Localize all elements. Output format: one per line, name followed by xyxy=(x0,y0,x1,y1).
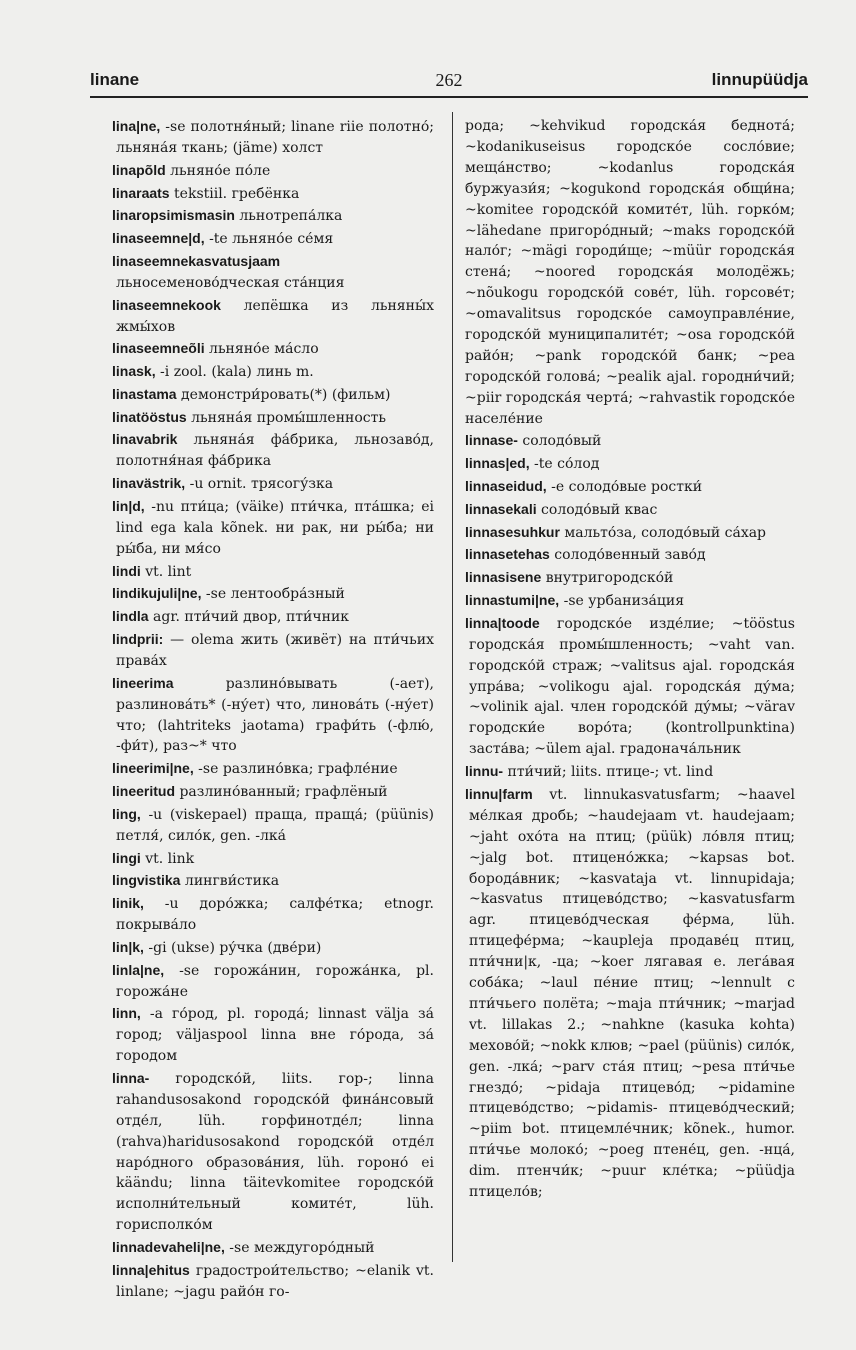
entry-headword: lin|d, xyxy=(112,497,145,514)
header-left-guide-word: linane xyxy=(90,70,140,89)
entry-definition: -nu пти́ца; (väike) пти́чка, пта́шка; ei lind ega kala kõnek. ни рак, ни ры́ба; ни ры́ба, ни мя́со xyxy=(116,498,434,557)
dictionary-entry xyxy=(112,205,434,227)
dictionary-entry xyxy=(465,453,795,475)
entry-definition: разлино́ванный; графлёный xyxy=(175,784,388,800)
entry-definition: -se горожа́нин, горожа́нка, pl. горожа́не xyxy=(116,962,434,1000)
entry-definition: демонстри́ровать(*) (фильм) xyxy=(176,386,391,403)
entry-definition: -se разлино́вка; графле́ние xyxy=(193,761,398,778)
entry-definition: -se лентообра́зный xyxy=(201,586,345,603)
dictionary-entry xyxy=(112,407,434,429)
entry-headword: linla|ne, xyxy=(112,961,165,978)
left-column xyxy=(112,116,434,1304)
entry-definition: -e солодо́вые ростки́ xyxy=(546,479,703,496)
entry-headword: lingi xyxy=(112,849,141,866)
dictionary-entry xyxy=(112,160,434,182)
dictionary-entry xyxy=(112,804,434,847)
dictionary-entry xyxy=(112,673,434,758)
entry-headword: lineerima xyxy=(112,674,174,691)
entry-headword: linnu- xyxy=(465,763,504,780)
entry-definition: городско́е изде́лие; ~tööstus городска́я промы́шленность; ~vaht van. городско́й страж; ~valitsus ajal. городска́я упра́ва; ~volikogu ajal. городска́я ду́ма; ~volinik ajal. член городско́й ду́мы; ~värav городски́е воро́та; (kontrollpunktina) заста́ва; ~ülem ajal. градонача́льник xyxy=(469,615,795,758)
dictionary-entry xyxy=(112,583,434,605)
entry-definition: -u (viskepael) праща, праща́; (püünis) петля́, сило́к, gen. -лка́ xyxy=(116,806,434,844)
entry-definition: vt. lint xyxy=(140,563,192,580)
dictionary-entry xyxy=(112,116,434,159)
dictionary-entry xyxy=(112,1068,434,1236)
entry-headword: linatööstus xyxy=(112,408,187,425)
entry-headword: linaseemnekasvatusjaam xyxy=(112,252,281,269)
entry-headword: linastama xyxy=(112,385,177,402)
entry-headword: lindla xyxy=(112,608,149,625)
entry-headword: linn, xyxy=(112,1005,141,1022)
entry-definition: vt. linnukasvatusfarm; ~haavel ме́лкая дробь; ~haudejaam vt. haudejaam; ~jaht охо́та на птиц; (püük) ло́вля птиц; ~jalg bot. птицено́жка; ~kapsas bot. борода́вник; ~kasvataja vt. linnupidaja; ~kasvatus птицево́дство; ~kasvatusfarm agr. птицево́дческая фе́рма, lüh. птицефе́рма; ~kaupleja продаве́ц птиц, пти́чни|к, -ца; ~koer лягавая e. лега́вая соба́ка; ~laul пе́ние птиц; ~lennult с пти́чьего полёта; ~maja пти́чник; ~marjad vt. lillakas 2.; ~nahkne (kasuka kohta) мехово́й; ~nokk клюв; ~pael (püünis) сило́к, gen. -лка́; ~parv ста́я птиц; ~pesa пти́чье гнездо́; ~pidaja птицево́д; ~pidamine птицево́дство; ~pidamis- птицево́дческий; ~piim bot. птицемле́чник; kõnek., humor. пти́чье молоко́; ~poeg птене́ц, gen. -нца́, dim. птенчи́к; ~puur кле́тка; ~püüdja птицело́в; xyxy=(469,786,795,1201)
entry-headword: linik, xyxy=(112,895,144,912)
column-divider xyxy=(452,112,453,1262)
entry-definition: пти́чий; liits. птице-; vt. lind xyxy=(503,764,714,781)
entry-definition: -te льняно́е се́мя xyxy=(204,231,334,248)
entry-definition: мальто́за, солодо́вый са́хар xyxy=(559,524,767,541)
dictionary-entry xyxy=(112,338,434,360)
entry-headword: linnasesuhkur xyxy=(465,523,560,540)
entry-headword: linna|ehitus xyxy=(112,1261,190,1278)
dictionary-entry xyxy=(465,567,795,589)
dictionary-entry xyxy=(112,781,434,803)
dictionary-entry xyxy=(112,183,434,205)
entry-headword: linnasetehas xyxy=(465,546,550,563)
entry-definition: солодо́венный заво́д xyxy=(549,547,706,564)
dictionary-entry xyxy=(112,937,434,959)
dictionary-entry xyxy=(465,499,795,521)
dictionary-entry xyxy=(112,1237,434,1259)
dictionary-entry xyxy=(112,870,434,892)
dictionary-entry xyxy=(465,116,795,430)
entry-definition: tekstiil. гребёнка xyxy=(169,185,300,202)
dictionary-entry xyxy=(112,561,434,583)
dictionary-entry xyxy=(112,429,434,472)
entry-headword: linask, xyxy=(112,363,156,380)
entry-definition: -se полотня́ный; linane riie полотно́; льняна́я ткань; (jäme) холст xyxy=(116,119,434,156)
entry-definition: — olema жить (живёт) на пти́чьих права́х xyxy=(116,631,434,669)
dictionary-entry xyxy=(112,1260,434,1303)
entry-headword: linaropsimismasin xyxy=(112,207,235,224)
entry-headword: linna- xyxy=(112,1069,150,1086)
entry-definition: льняно́е ма́сло xyxy=(204,341,319,358)
entry-headword: lineeritud xyxy=(112,783,176,799)
entry-definition: льняна́я фа́брика, льнозаво́д, полотня́ная фа́брика xyxy=(116,432,434,470)
dictionary-entry xyxy=(465,430,795,452)
dictionary-entry xyxy=(112,960,434,1003)
dictionary-entry xyxy=(112,758,434,780)
entry-definition: -se урбаниза́ция xyxy=(559,593,685,610)
entry-headword: linavästrik, xyxy=(112,475,186,492)
entry-definition: лепёшка из льняны́х жмы́хов xyxy=(116,297,434,335)
dictionary-entry xyxy=(112,361,434,383)
header-rule xyxy=(90,96,808,98)
right-column xyxy=(465,116,795,1204)
header-right-guide-word: linnupüüdja xyxy=(711,70,808,89)
entry-headword: ling, xyxy=(112,805,141,822)
page-header xyxy=(90,70,808,96)
entry-definition: льняна́я промы́шленность xyxy=(186,409,387,426)
entry-headword: linapõld xyxy=(112,161,166,178)
dictionary-entry xyxy=(112,606,434,628)
entry-headword: linnaseidud, xyxy=(465,478,547,495)
entry-headword: linaseemneõli xyxy=(112,340,205,357)
dictionary-entry xyxy=(465,590,795,612)
entry-definition: солодо́вый xyxy=(517,433,602,450)
dictionary-entry xyxy=(112,251,434,294)
dictionary-entry xyxy=(112,473,434,495)
entry-headword: linnase- xyxy=(465,432,518,449)
dictionary-entry xyxy=(465,784,795,1203)
entry-headword: linnastumi|ne, xyxy=(465,592,560,609)
dictionary-entry xyxy=(112,384,434,406)
entry-definition: -u доро́жка; салфе́тка; etnogr. покрыва́ло xyxy=(116,896,434,933)
entry-definition: градострои́тельство; ~elanik vt. linlane; ~jagu райо́н го- xyxy=(116,1262,434,1300)
dictionary-entry xyxy=(112,848,434,870)
dictionary-entry xyxy=(112,1003,434,1067)
entry-definition: рода; ~kehvikud городска́я беднота́; ~kodanikuseisus городско́е сосло́вие; меща́нство; ~kodanlus городска́я буржуази́я; ~kogukond городска́я общи́на; ~komitee городско́й комите́т, lüh. горко́м; ~lähedane пригоро́дный; ~maks городско́й нало́г; ~mägi городи́ще; ~müür городска́я стена́; ~noored городска́я молодёжь; ~nõukogu городско́й сове́т, lüh. горсове́т; ~omavalitsus городско́е самоуправле́ние, городско́й муниципалите́т; ~osa городско́й райо́н; ~pank городско́й банк; ~pea городско́й голова́; ~pealik ajal. городни́чий; ~piir городска́я черта́; ~rahvastik городско́е населе́ние xyxy=(465,118,795,427)
entry-headword: linnas|ed, xyxy=(465,455,530,472)
entry-definition: -i zool. (kala) линь m. xyxy=(155,364,314,381)
dictionary-entry xyxy=(112,893,434,936)
entry-headword: linavabrik xyxy=(112,431,178,448)
entry-headword: linnasekali xyxy=(465,500,537,517)
entry-headword: lin|k, xyxy=(112,938,144,955)
entry-headword: linaseemnekook xyxy=(112,296,221,313)
entry-definition: -se междугоро́дный xyxy=(224,1240,375,1257)
entry-headword: linaseemne|d, xyxy=(112,230,205,247)
entry-definition: -u ornit. трясогу́зка xyxy=(185,476,334,493)
entry-definition: льняно́е по́ле xyxy=(165,162,271,179)
dictionary-entry xyxy=(112,496,434,560)
entry-headword: lina|ne, xyxy=(112,118,161,134)
entry-headword: lindikujuli|ne, xyxy=(112,585,202,602)
entry-headword: lindprii: xyxy=(112,630,164,647)
dictionary-entry xyxy=(112,295,434,338)
entry-definition: лингви́стика xyxy=(180,873,280,890)
entry-definition: разлино́вывать (-ает), разлинова́ть* (-ну́ет) что, линова́ть (-ну́ет) что; (lahtriteks jaotama) графи́ть (-флю́, -фи́т), раз~* что xyxy=(116,675,434,755)
entry-definition: -a го́род, pl. города́; linnast välja за́ город; väljaspool linna вне го́рода, за́ городом xyxy=(116,1006,434,1065)
entry-headword: linnadevaheli|ne, xyxy=(112,1239,225,1256)
dictionary-entry xyxy=(465,476,795,498)
entry-definition: agr. пти́чий двор, пти́чник xyxy=(148,609,350,626)
entry-definition: vt. link xyxy=(140,850,195,867)
entry-headword: linaraats xyxy=(112,184,170,201)
dictionary-entry xyxy=(112,228,434,250)
entry-definition: -te со́лод xyxy=(529,456,600,473)
dictionary-entry xyxy=(465,544,795,566)
entry-definition: льнотрепа́лка xyxy=(234,208,343,225)
entry-definition: -gi (ukse) ру́чка (две́ри) xyxy=(143,939,322,956)
dictionary-entry xyxy=(465,522,795,544)
entry-definition: внутригородско́й xyxy=(541,570,674,587)
entry-headword: linna|toode xyxy=(465,614,540,631)
dictionary-entry xyxy=(465,613,795,760)
entry-definition: солодо́вый квас xyxy=(536,501,658,518)
entry-headword: linnu|farm xyxy=(465,785,533,802)
dictionary-entry xyxy=(112,629,434,672)
entry-headword: lineerimi|ne, xyxy=(112,760,194,777)
dictionary-entry xyxy=(465,761,795,783)
entry-definition: городско́й, liits. гор-; linna rahandusosakond городско́й фина́нсовый отде́л, lüh. горфинотде́л; linna (rahva)haridusosakond городско́й отде́л наро́дного образова́ния, lüh. гороно́ ei käändu; linna täitevkomitee городско́й исполни́тельный комите́т, lüh. горисполко́м xyxy=(116,1070,434,1234)
entry-definition: льносеменово́дческая ста́нция xyxy=(116,274,345,291)
page-number: 262 xyxy=(435,70,463,90)
entry-headword: linnasisene xyxy=(465,569,542,586)
entry-headword: lindi xyxy=(112,562,141,579)
entry-headword: lingvistika xyxy=(112,872,181,889)
